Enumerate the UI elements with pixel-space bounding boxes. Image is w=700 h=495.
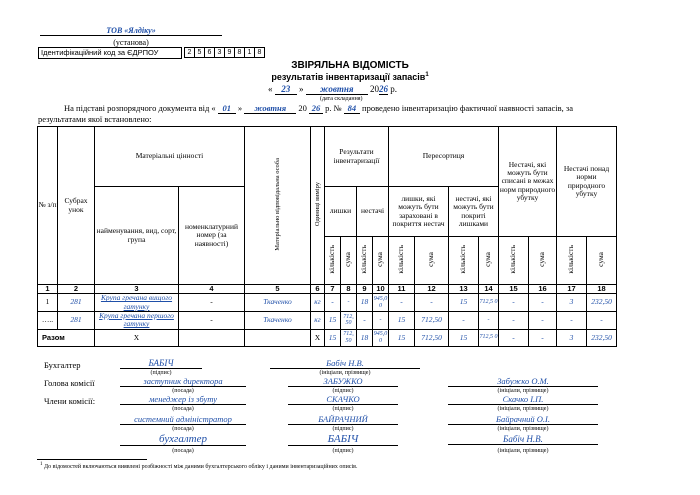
cell-c9: - [357, 311, 373, 329]
th-unit: Одиниці виміру [311, 127, 325, 285]
footnote-divider [37, 459, 147, 460]
cell-c12: - [415, 294, 449, 312]
date-caption: (дата складання) [320, 96, 363, 102]
member1-name-caption: (ініціали, прізвище) [497, 406, 549, 412]
edrpou-digit: 8 [254, 47, 265, 58]
th-name: найменування, вид, сорт, група [95, 187, 179, 285]
column-number: 18 [587, 285, 617, 294]
accountant-name-caption: (ініціали, прізвище) [319, 370, 371, 376]
members-label: Члени комісії: [44, 396, 96, 406]
total-empty [245, 329, 311, 346]
cell-c10: 945,0 0 [373, 294, 389, 312]
th-sum: сума [415, 237, 449, 285]
column-number: 16 [529, 285, 557, 294]
cell-c9: 18 [357, 294, 373, 312]
cell-name: Крупа гречана першого гатунку [95, 311, 179, 329]
member3-pos-caption: (посада) [172, 448, 194, 454]
member3-position: бухгалтер [120, 433, 246, 446]
cell-c14: 712,5 0 [479, 294, 499, 312]
member3-signature: БАБІЧ [288, 433, 398, 446]
basis-line: На підставі розпорядчого документа від « 01 » жовтня 20 26 р. № 84 проведено інвентаризацію фактичної наявності запасів, за [64, 103, 574, 113]
th-resort-shortage: нестачі, які можуть бути покриті лишками [449, 187, 499, 237]
member3-name: Бабіч Н.В. [448, 434, 598, 445]
cell-n: 1 [38, 294, 58, 312]
cell-resp: Ткаченко [245, 294, 311, 312]
total-label: Разом [38, 329, 95, 346]
column-number: 14 [479, 285, 499, 294]
cell-c11: 15 [389, 311, 415, 329]
cell-sub: 281 [58, 294, 95, 312]
column-number: 2 [58, 285, 95, 294]
organization-name: ТОВ «Ялдіку» [40, 26, 222, 36]
cell-c17: 3 [557, 294, 587, 312]
total-c15: - [499, 329, 529, 346]
cell-c18: 232,50 [587, 294, 617, 312]
document-subtitle: результатів інвентаризації запасів$^1$ [271, 72, 429, 82]
column-number: 13 [449, 285, 479, 294]
cell-c11: - [389, 294, 415, 312]
cell-resp: Ткаченко [245, 311, 311, 329]
column-number: 3 [95, 285, 179, 294]
head-sig-caption: (підпис) [332, 388, 354, 394]
total-c13: 15 [449, 329, 479, 346]
th-sum: сума [373, 237, 389, 285]
th-quantity: кількість [389, 237, 415, 285]
member2-name: Байрачний О.І. [448, 414, 598, 425]
edrpou-digit: 3 [214, 47, 225, 58]
th-resort: Пересортиця [389, 127, 499, 187]
member1-position: менеджер із збуту [120, 394, 246, 405]
th-quantity: кількість [557, 237, 587, 285]
th-sum: сума [587, 237, 617, 285]
column-number: 11 [389, 285, 415, 294]
cell-c7: 15 [325, 311, 341, 329]
head-name-caption: (ініціали, прізвище) [497, 388, 549, 394]
document-date: « 23 » жовтня 2026 р. [268, 84, 397, 94]
member2-name-caption: (ініціали, прізвище) [497, 426, 549, 432]
total-c17: 3 [557, 329, 587, 346]
head-name: Забужко О.М. [448, 376, 598, 387]
footnote: $^1$ До відомостей включаються виявлені розбіжності між даними бухгалтерського обліку і даними інвентаризаційних описів. [40, 462, 358, 470]
th-nomenclature: номенклатурний номер (за наявності) [179, 187, 245, 285]
edrpou-digit: 8 [234, 47, 245, 58]
member2-signature: БАЙРАЧНИЙ [288, 414, 398, 425]
cell-name: Крупа гречана вищого гатунку [95, 294, 179, 312]
th-quantity: кількість [357, 237, 373, 285]
member3-name-caption: (ініціали, прізвище) [497, 448, 549, 454]
total-c18: 232,50 [587, 329, 617, 346]
cell-c13: - [449, 311, 479, 329]
cell-c18: - [587, 311, 617, 329]
member3-sig-caption: (підпис) [332, 448, 354, 454]
th-shortage: нестачі [357, 187, 389, 237]
head-position: заступник директора [120, 376, 246, 387]
edrpou-digit: 5 [194, 47, 205, 58]
th-results: Результати інвентаризації [325, 127, 389, 187]
total-x1: Х [95, 329, 179, 346]
column-number: 15 [499, 285, 529, 294]
th-subaccount: Субрах унок [58, 127, 95, 285]
member2-pos-caption: (посада) [172, 426, 194, 432]
cell-sub: 281 [58, 311, 95, 329]
cell-c7: - [325, 294, 341, 312]
th-quantity: кількість [449, 237, 479, 285]
edrpou-label: Ідентифікаційний код за ЄДРПОУ [38, 47, 182, 59]
th-sum: сума [529, 237, 557, 285]
head-label: Голова комісії [44, 378, 95, 388]
column-number: 5 [245, 285, 311, 294]
total-x2: Х [311, 329, 325, 346]
th-resort-surplus: лишки, які можуть бути зараховані в покриття нестач [389, 187, 449, 237]
cell-c17: - [557, 311, 587, 329]
organization-caption: (установа) [113, 38, 149, 47]
inventory-table [37, 126, 617, 347]
column-number: 7 [325, 285, 341, 294]
column-number: 10 [373, 285, 389, 294]
cell-c15: - [499, 311, 529, 329]
table-row [38, 311, 617, 329]
member1-signature: СКАЧКО [288, 394, 398, 405]
column-number: 1 [38, 285, 58, 294]
cell-c16: - [529, 294, 557, 312]
accountant-label: Бухгалтер [44, 360, 81, 370]
cell-c14: - [479, 311, 499, 329]
th-writeoff: Нестачі, які можуть бути списані в межах норм природного убутку [499, 127, 557, 237]
basis-line-2: результатами якої встановлено: [38, 114, 152, 124]
th-quantity: кількість [325, 237, 341, 285]
th-sum: сума [479, 237, 499, 285]
total-c12: 712,50 [415, 329, 449, 346]
total-c7: 15 [325, 329, 341, 346]
total-c16: - [529, 329, 557, 346]
edrpou-digit: 1 [244, 47, 255, 58]
edrpou-digit: 6 [204, 47, 215, 58]
th-surplus: лишки [325, 187, 357, 237]
cell-c16: - [529, 311, 557, 329]
column-number: 6 [311, 285, 325, 294]
th-materials: Матеріальні цінності [95, 127, 245, 187]
cell-nom: - [179, 294, 245, 312]
cell-unit: кг [311, 311, 325, 329]
column-number: 8 [341, 285, 357, 294]
total-c11: 15 [389, 329, 415, 346]
head-pos-caption: (посада) [172, 388, 194, 394]
total-c9: 18 [357, 329, 373, 346]
cell-c13: 15 [449, 294, 479, 312]
cell-n: ….. [38, 311, 58, 329]
th-sum: сума [341, 237, 357, 285]
cell-c12: 712,50 [415, 311, 449, 329]
accountant-sig-caption: (підпис) [150, 370, 172, 376]
cell-nom: - [179, 311, 245, 329]
accountant-name: Бабіч Н.В. [270, 358, 420, 369]
table-row [38, 294, 617, 312]
member1-name: Скачко І.П. [448, 394, 598, 405]
member2-position: системний адміністратор [120, 414, 246, 425]
cell-c8: 712, 50 [341, 311, 357, 329]
cell-unit: кг [311, 294, 325, 312]
th-responsible: Матеріально відповідальна особа [245, 127, 311, 285]
cell-c8: - [341, 294, 357, 312]
th-number: № з/п [38, 127, 58, 285]
total-c10: 945,0 0 [373, 329, 389, 346]
member1-sig-caption: (підпис) [332, 406, 354, 412]
edrpou-code [185, 47, 265, 58]
cell-c10: - [373, 311, 389, 329]
edrpou-digit: 9 [224, 47, 235, 58]
cell-c15: - [499, 294, 529, 312]
member1-pos-caption: (посада) [172, 406, 194, 412]
head-signature: ЗАБУЖКО [288, 376, 398, 387]
th-over-norm: Нестачі понад норми природного убутку [557, 127, 617, 237]
accountant-signature: БАБІЧ [120, 358, 202, 369]
column-number: 12 [415, 285, 449, 294]
th-quantity: кількість [499, 237, 529, 285]
total-c14: 712,5 0 [479, 329, 499, 346]
total-row [38, 329, 617, 346]
column-number: 9 [357, 285, 373, 294]
column-number: 4 [179, 285, 245, 294]
column-number: 17 [557, 285, 587, 294]
edrpou-digit: 2 [184, 47, 195, 58]
total-empty [179, 329, 245, 346]
member2-sig-caption: (підпис) [332, 426, 354, 432]
total-c8: 712, 50 [341, 329, 357, 346]
document-title: ЗВІРЯЛЬНА ВІДОМІСТЬ [291, 60, 409, 71]
